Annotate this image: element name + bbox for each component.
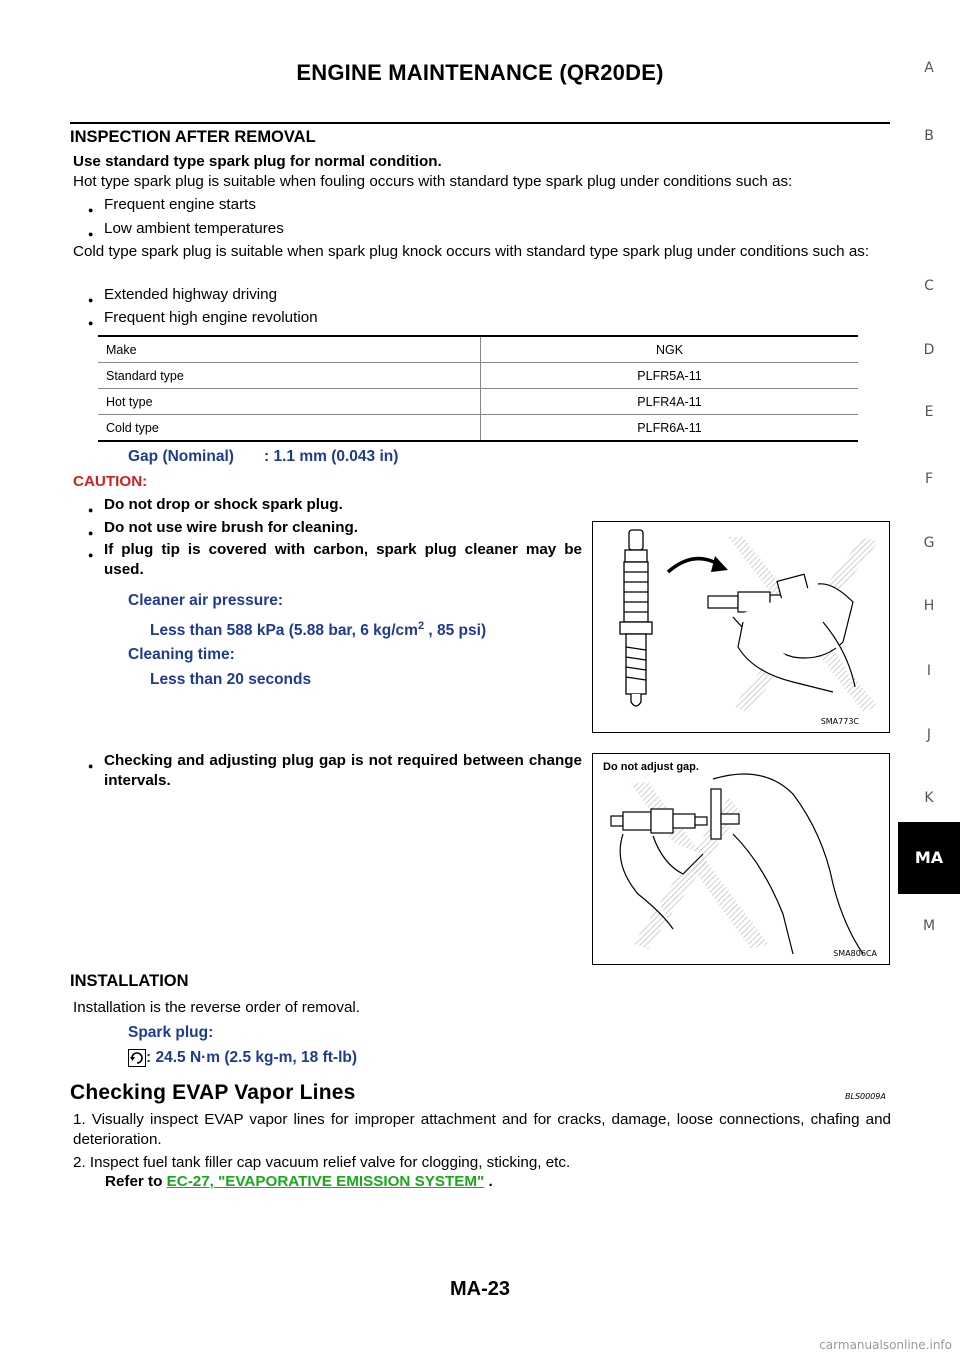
side-tab-i[interactable]: I [926,663,932,679]
table-cell: Hot type [98,389,481,415]
side-tab-d[interactable]: D [923,342,935,358]
side-tab-g[interactable]: G [923,535,935,551]
link-evaporative-emission-system[interactable]: EC-27, "EVAPORATIVE EMISSION SYSTEM" [166,1173,485,1190]
section-heading-evap: Checking EVAP Vapor Lines [70,1081,356,1104]
table-cell: PLFR5A-11 [481,363,859,389]
page-number: MA-23 [449,1278,510,1300]
side-tab-e[interactable]: E [924,404,934,420]
installation-text: Installation is the reverse order of removal. [73,999,361,1016]
section-heading-inspection: INSPECTION AFTER REMOVAL [70,128,316,146]
page-title: ENGINE MAINTENANCE (QR20DE) [296,60,664,85]
spark-plug-label: Spark plug: [128,1024,214,1041]
bullet-high-revolution: ● Frequent high engine revolution [104,308,318,328]
table-cell: Make [98,336,481,363]
spark-plug-cleaner-illustration [593,522,889,732]
gap-label: Gap (Nominal) [128,448,234,465]
torque-value: : 24.5 N·m (2.5 kg-m, 18 ft-lb) [146,1049,358,1066]
bullet-highway: ● Extended highway driving [104,285,277,305]
caution-bullet-plug-gap: ● Checking and adjusting plug gap is not required between change intervals. [104,751,582,791]
section-heading-installation: INSTALLATION [70,972,189,990]
table-row [98,336,858,363]
side-tab-k[interactable]: K [924,790,934,806]
figure-do-not-adjust-gap [592,753,890,965]
torque-wrench-icon [128,1049,146,1067]
evap-refer: Refer to EC-27, "EVAPORATIVE EMISSION SYSTEM" . [105,1173,493,1190]
gap-value: : 1.1 mm (0.043 in) [264,448,399,465]
inspection-line-2: Hot type spark plug is suitable when fouling occurs with standard type spark plug under conditions such as: [73,173,793,190]
side-tab-h[interactable]: H [923,598,935,614]
air-pressure-value: Less than 588 kPa (5.88 bar, 6 $kg/cm^2$ , 85 psi) [150,620,487,640]
watermark: carmanualsonline.info [819,1338,952,1352]
table-row [98,389,858,415]
air-pressure-label: Cleaner air pressure: [128,592,284,609]
bullet-frequent-starts: ● Frequent engine starts [104,195,256,215]
spark-plug-spec-table [98,335,858,442]
figure-code-2: SMA806CA [833,949,877,958]
plug-gap-illustration [593,754,889,964]
caution-bullet-carbon: ● If plug tip is covered with carbon, spark plug cleaner may be used. [104,540,582,580]
inspection-line-1: Use standard type spark plug for normal condition. [73,153,442,170]
table-cell: Cold type [106,420,159,435]
figure-caption: Do not adjust gap. [603,761,699,773]
table-cell: NGK [481,336,859,363]
table-row [98,363,858,389]
evap-step-2: 2. Inspect fuel tank filler cap vacuum relief valve for clogging, sticking, etc. [73,1154,571,1171]
caution-title: CAUTION: [73,473,148,490]
table-cell: Standard type [98,363,481,389]
bullet-low-ambient: ● Low ambient temperatures [104,219,284,239]
side-tab-m[interactable]: M [922,918,936,934]
side-tab-j[interactable]: J [926,727,932,743]
table-cell: PLFR6A-11 [481,415,859,442]
cleaning-time-label: Cleaning time: [128,646,235,663]
header-rule [70,122,890,124]
table-cell: PLFR4A-11 [481,389,859,415]
side-tab-f[interactable]: F [924,471,934,487]
table-row [98,415,858,442]
evap-step-1: 1. Visually inspect EVAP vapor lines for improper attachment and for cracks, damage, loose connections, chafing and deterioration. [73,1111,891,1148]
caution-bullet-drop: ● Do not drop or shock spark plug. [104,495,343,515]
side-tab-a[interactable]: A [924,60,934,76]
figure-spark-plug-cleaning [592,521,890,733]
figure-code-1: SMA773C [820,717,859,726]
caution-bullet-wire-brush: ● Do not use wire brush for cleaning. [104,518,358,538]
inspection-line-3: Cold type spark plug is suitable when spark plug knock occurs with standard type spark plug under conditions such as: [73,243,870,260]
side-tab-c[interactable]: C [924,278,934,294]
cleaning-time-value: Less than 20 seconds [150,671,312,688]
side-tab-ma-active[interactable]: MA [898,822,960,894]
section-code: BLS0009A [845,1092,886,1101]
side-tab-b[interactable]: B [924,128,934,144]
